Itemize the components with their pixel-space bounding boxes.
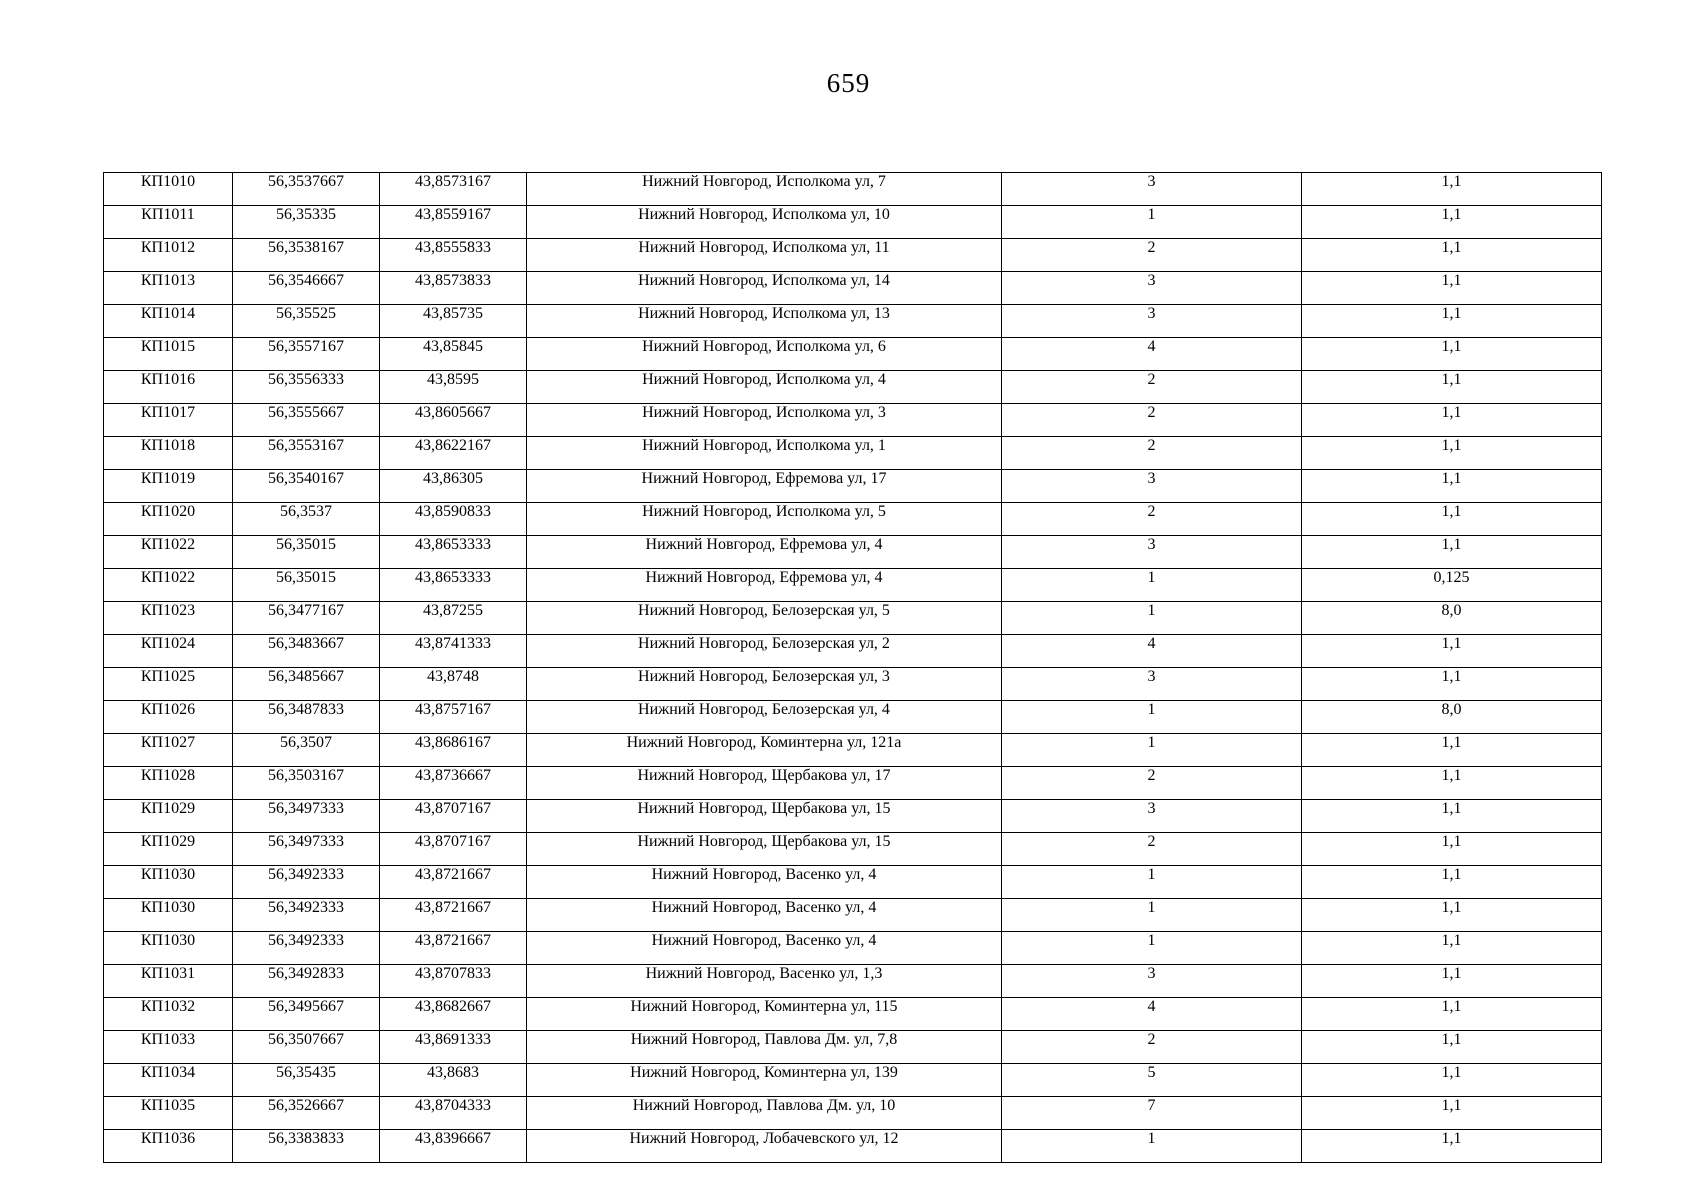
container-volume-cell: 1,1 [1302, 1130, 1602, 1163]
longitude-cell: 43,8686167 [380, 734, 527, 767]
site-id-cell: КП1036 [104, 1130, 233, 1163]
table-row [104, 305, 1602, 338]
site-id-cell: КП1018 [104, 437, 233, 470]
latitude-cell: 56,3487833 [233, 701, 380, 734]
latitude-cell: 56,3507 [233, 734, 380, 767]
latitude-cell: 56,35335 [233, 206, 380, 239]
container-count-cell: 3 [1002, 965, 1302, 998]
container-volume-cell: 1,1 [1302, 965, 1602, 998]
address-cell: Нижний Новгород, Ефремова ул, 4 [527, 569, 1002, 602]
container-count-cell: 2 [1002, 503, 1302, 536]
latitude-cell: 56,3492333 [233, 899, 380, 932]
longitude-cell: 43,8721667 [380, 866, 527, 899]
site-id-cell: КП1024 [104, 635, 233, 668]
table-row [104, 536, 1602, 569]
address-cell: Нижний Новгород, Исполкома ул, 11 [527, 239, 1002, 272]
container-count-cell: 1 [1002, 899, 1302, 932]
latitude-cell: 56,3503167 [233, 767, 380, 800]
address-cell: Нижний Новгород, Щербакова ул, 15 [527, 833, 1002, 866]
site-id-cell: КП1030 [104, 899, 233, 932]
table-row [104, 338, 1602, 371]
container-count-cell: 1 [1002, 932, 1302, 965]
table-row [104, 437, 1602, 470]
address-cell: Нижний Новгород, Коминтерна ул, 115 [527, 998, 1002, 1031]
longitude-cell: 43,8721667 [380, 932, 527, 965]
longitude-cell: 43,8622167 [380, 437, 527, 470]
site-id-cell: КП1029 [104, 833, 233, 866]
address-cell: Нижний Новгород, Васенко ул, 4 [527, 866, 1002, 899]
container-volume-cell: 1,1 [1302, 272, 1602, 305]
latitude-cell: 56,3557167 [233, 338, 380, 371]
site-id-cell: КП1032 [104, 998, 233, 1031]
address-cell: Нижний Новгород, Белозерская ул, 4 [527, 701, 1002, 734]
longitude-cell: 43,8741333 [380, 635, 527, 668]
address-cell: Нижний Новгород, Лобачевского ул, 12 [527, 1130, 1002, 1163]
table-row [104, 932, 1602, 965]
longitude-cell: 43,8682667 [380, 998, 527, 1031]
container-count-cell: 3 [1002, 668, 1302, 701]
container-volume-cell: 1,1 [1302, 899, 1602, 932]
container-sites-table [103, 172, 1602, 1163]
address-cell: Нижний Новгород, Исполкома ул, 6 [527, 338, 1002, 371]
table-row [104, 1130, 1602, 1163]
site-id-cell: КП1025 [104, 668, 233, 701]
address-cell: Нижний Новгород, Исполкома ул, 5 [527, 503, 1002, 536]
container-volume-cell: 1,1 [1302, 338, 1602, 371]
address-cell: Нижний Новгород, Ефремова ул, 4 [527, 536, 1002, 569]
site-id-cell: КП1014 [104, 305, 233, 338]
page-number: 659 [826, 68, 871, 98]
container-volume-cell: 1,1 [1302, 470, 1602, 503]
container-count-cell: 3 [1002, 272, 1302, 305]
table-row [104, 602, 1602, 635]
address-cell: Нижний Новгород, Исполкома ул, 10 [527, 206, 1002, 239]
table-row [104, 800, 1602, 833]
container-count-cell: 5 [1002, 1064, 1302, 1097]
latitude-cell: 56,35525 [233, 305, 380, 338]
container-volume-cell: 1,1 [1302, 635, 1602, 668]
container-volume-cell: 0,125 [1302, 569, 1602, 602]
address-cell: Нижний Новгород, Павлова Дм. ул, 10 [527, 1097, 1002, 1130]
container-volume-cell: 1,1 [1302, 800, 1602, 833]
table-row [104, 371, 1602, 404]
container-volume-cell: 1,1 [1302, 1064, 1602, 1097]
latitude-cell: 56,3383833 [233, 1130, 380, 1163]
latitude-cell: 56,3537 [233, 503, 380, 536]
container-volume-cell: 1,1 [1302, 833, 1602, 866]
site-id-cell: КП1020 [104, 503, 233, 536]
site-id-cell: КП1026 [104, 701, 233, 734]
latitude-cell: 56,3495667 [233, 998, 380, 1031]
longitude-cell: 43,8573833 [380, 272, 527, 305]
longitude-cell: 43,8704333 [380, 1097, 527, 1130]
address-cell: Нижний Новгород, Васенко ул, 4 [527, 932, 1002, 965]
site-id-cell: КП1013 [104, 272, 233, 305]
container-count-cell: 3 [1002, 536, 1302, 569]
site-id-cell: КП1029 [104, 800, 233, 833]
container-count-cell: 2 [1002, 404, 1302, 437]
site-id-cell: КП1027 [104, 734, 233, 767]
container-count-cell: 4 [1002, 635, 1302, 668]
container-count-cell: 2 [1002, 437, 1302, 470]
container-volume-cell: 1,1 [1302, 998, 1602, 1031]
site-id-cell: КП1023 [104, 602, 233, 635]
table-row [104, 866, 1602, 899]
container-count-cell: 2 [1002, 371, 1302, 404]
address-cell: Нижний Новгород, Щербакова ул, 15 [527, 800, 1002, 833]
address-cell: Нижний Новгород, Васенко ул, 1,3 [527, 965, 1002, 998]
table-row [104, 998, 1602, 1031]
longitude-cell: 43,8573167 [380, 173, 527, 206]
table-row [104, 1064, 1602, 1097]
site-id-cell: КП1016 [104, 371, 233, 404]
latitude-cell: 56,3526667 [233, 1097, 380, 1130]
address-cell: Нижний Новгород, Исполкома ул, 14 [527, 272, 1002, 305]
container-count-cell: 1 [1002, 734, 1302, 767]
address-cell: Нижний Новгород, Павлова Дм. ул, 7,8 [527, 1031, 1002, 1064]
container-volume-cell: 1,1 [1302, 437, 1602, 470]
address-cell: Нижний Новгород, Белозерская ул, 5 [527, 602, 1002, 635]
site-id-cell: КП1019 [104, 470, 233, 503]
longitude-cell: 43,8555833 [380, 239, 527, 272]
address-cell: Нижний Новгород, Коминтерна ул, 139 [527, 1064, 1002, 1097]
container-volume-cell: 1,1 [1302, 734, 1602, 767]
table-row [104, 635, 1602, 668]
site-id-cell: КП1010 [104, 173, 233, 206]
latitude-cell: 56,3507667 [233, 1031, 380, 1064]
latitude-cell: 56,3485667 [233, 668, 380, 701]
container-volume-cell: 1,1 [1302, 305, 1602, 338]
container-count-cell: 3 [1002, 305, 1302, 338]
container-volume-cell: 1,1 [1302, 536, 1602, 569]
address-cell: Нижний Новгород, Коминтерна ул, 121а [527, 734, 1002, 767]
container-volume-cell: 8,0 [1302, 602, 1602, 635]
latitude-cell: 56,3537667 [233, 173, 380, 206]
address-cell: Нижний Новгород, Исполкома ул, 1 [527, 437, 1002, 470]
container-count-cell: 3 [1002, 470, 1302, 503]
container-volume-cell: 1,1 [1302, 503, 1602, 536]
container-count-cell: 2 [1002, 767, 1302, 800]
longitude-cell: 43,8707167 [380, 833, 527, 866]
table-row [104, 1097, 1602, 1130]
longitude-cell: 43,87255 [380, 602, 527, 635]
latitude-cell: 56,3492333 [233, 932, 380, 965]
container-volume-cell: 1,1 [1302, 767, 1602, 800]
latitude-cell: 56,3492333 [233, 866, 380, 899]
longitude-cell: 43,8396667 [380, 1130, 527, 1163]
longitude-cell: 43,8605667 [380, 404, 527, 437]
container-count-cell: 1 [1002, 206, 1302, 239]
container-volume-cell: 1,1 [1302, 668, 1602, 701]
latitude-cell: 56,35435 [233, 1064, 380, 1097]
longitude-cell: 43,86305 [380, 470, 527, 503]
container-volume-cell: 1,1 [1302, 404, 1602, 437]
latitude-cell: 56,3553167 [233, 437, 380, 470]
latitude-cell: 56,35015 [233, 569, 380, 602]
site-id-cell: КП1030 [104, 932, 233, 965]
table-row [104, 569, 1602, 602]
latitude-cell: 56,3497333 [233, 800, 380, 833]
container-volume-cell: 1,1 [1302, 1097, 1602, 1130]
latitude-cell: 56,3538167 [233, 239, 380, 272]
container-volume-cell: 1,1 [1302, 206, 1602, 239]
table-row [104, 503, 1602, 536]
container-volume-cell: 1,1 [1302, 1031, 1602, 1064]
table-row [104, 173, 1602, 206]
longitude-cell: 43,8653333 [380, 536, 527, 569]
longitude-cell: 43,8736667 [380, 767, 527, 800]
latitude-cell: 56,3497333 [233, 833, 380, 866]
site-id-cell: КП1028 [104, 767, 233, 800]
table-row [104, 899, 1602, 932]
container-count-cell: 2 [1002, 1031, 1302, 1064]
longitude-cell: 43,8653333 [380, 569, 527, 602]
container-count-cell: 1 [1002, 602, 1302, 635]
latitude-cell: 56,3492833 [233, 965, 380, 998]
longitude-cell: 43,8590833 [380, 503, 527, 536]
longitude-cell: 43,8748 [380, 668, 527, 701]
table-row [104, 734, 1602, 767]
longitude-cell: 43,85735 [380, 305, 527, 338]
latitude-cell: 56,35015 [233, 536, 380, 569]
address-cell: Нижний Новгород, Щербакова ул, 17 [527, 767, 1002, 800]
address-cell: Нижний Новгород, Исполкома ул, 4 [527, 371, 1002, 404]
table-row [104, 404, 1602, 437]
site-id-cell: КП1017 [104, 404, 233, 437]
container-volume-cell: 1,1 [1302, 173, 1602, 206]
longitude-cell: 43,8721667 [380, 899, 527, 932]
container-count-cell: 4 [1002, 998, 1302, 1031]
container-count-cell: 3 [1002, 173, 1302, 206]
container-volume-cell: 1,1 [1302, 866, 1602, 899]
longitude-cell: 43,8559167 [380, 206, 527, 239]
site-id-cell: КП1015 [104, 338, 233, 371]
table-row [104, 470, 1602, 503]
longitude-cell: 43,8707167 [380, 800, 527, 833]
longitude-cell: 43,85845 [380, 338, 527, 371]
site-id-cell: КП1033 [104, 1031, 233, 1064]
container-count-cell: 7 [1002, 1097, 1302, 1130]
site-id-cell: КП1035 [104, 1097, 233, 1130]
table-row [104, 965, 1602, 998]
address-cell: Нижний Новгород, Ефремова ул, 17 [527, 470, 1002, 503]
table-body [104, 173, 1602, 1163]
container-volume-cell: 1,1 [1302, 239, 1602, 272]
address-cell: Нижний Новгород, Васенко ул, 4 [527, 899, 1002, 932]
table-row [104, 1031, 1602, 1064]
site-id-cell: КП1022 [104, 536, 233, 569]
site-id-cell: КП1034 [104, 1064, 233, 1097]
address-cell: Нижний Новгород, Исполкома ул, 13 [527, 305, 1002, 338]
container-count-cell: 1 [1002, 1130, 1302, 1163]
table-row [104, 272, 1602, 305]
longitude-cell: 43,8595 [380, 371, 527, 404]
container-count-cell: 1 [1002, 701, 1302, 734]
latitude-cell: 56,3477167 [233, 602, 380, 635]
container-count-cell: 1 [1002, 866, 1302, 899]
container-volume-cell: 1,1 [1302, 932, 1602, 965]
longitude-cell: 43,8683 [380, 1064, 527, 1097]
table-row [104, 767, 1602, 800]
site-id-cell: КП1011 [104, 206, 233, 239]
latitude-cell: 56,3540167 [233, 470, 380, 503]
table-row [104, 239, 1602, 272]
table-row [104, 668, 1602, 701]
container-count-cell: 1 [1002, 569, 1302, 602]
address-cell: Нижний Новгород, Исполкома ул, 7 [527, 173, 1002, 206]
longitude-cell: 43,8757167 [380, 701, 527, 734]
container-volume-cell: 1,1 [1302, 371, 1602, 404]
container-count-cell: 4 [1002, 338, 1302, 371]
longitude-cell: 43,8707833 [380, 965, 527, 998]
longitude-cell: 43,8691333 [380, 1031, 527, 1064]
container-count-cell: 2 [1002, 833, 1302, 866]
site-id-cell: КП1022 [104, 569, 233, 602]
address-cell: Нижний Новгород, Исполкома ул, 3 [527, 404, 1002, 437]
site-id-cell: КП1031 [104, 965, 233, 998]
container-count-cell: 3 [1002, 800, 1302, 833]
address-cell: Нижний Новгород, Белозерская ул, 3 [527, 668, 1002, 701]
container-volume-cell: 8,0 [1302, 701, 1602, 734]
address-cell: Нижний Новгород, Белозерская ул, 2 [527, 635, 1002, 668]
site-id-cell: КП1012 [104, 239, 233, 272]
site-id-cell: КП1030 [104, 866, 233, 899]
table-row [104, 206, 1602, 239]
table-row [104, 701, 1602, 734]
container-count-cell: 2 [1002, 239, 1302, 272]
table-row [104, 833, 1602, 866]
latitude-cell: 56,3556333 [233, 371, 380, 404]
latitude-cell: 56,3483667 [233, 635, 380, 668]
latitude-cell: 56,3546667 [233, 272, 380, 305]
latitude-cell: 56,3555667 [233, 404, 380, 437]
